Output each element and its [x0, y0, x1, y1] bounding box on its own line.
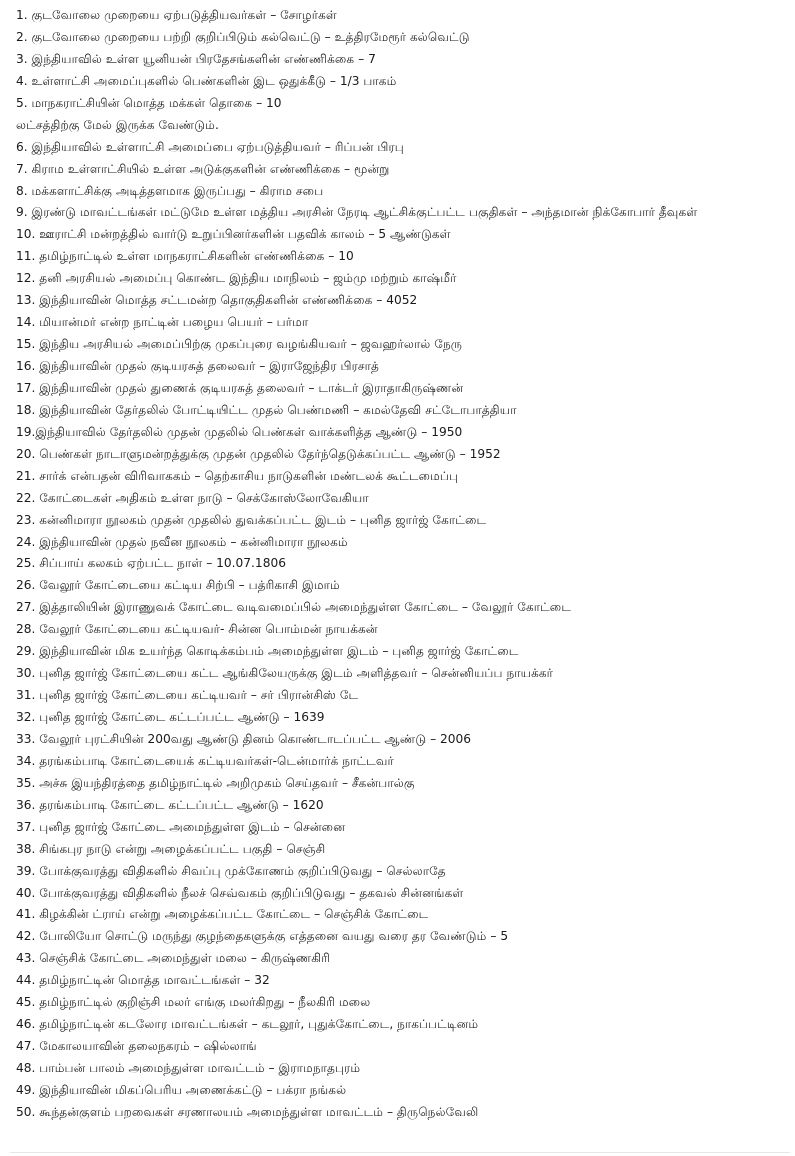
document-body [10, 5, 790, 1153]
list-item: 15. இந்திய அரசியல் அமைப்பிற்கு முகப்புரை வழங்கியவர் – ஜவஹர்லால் நேரு [16, 337, 463, 352]
list-item: 16. இந்தியாவின் முதல் குடியரசுத் தலைவர் – இராஜேந்திர பிரசாத் [16, 359, 379, 373]
list-item: 45. தமிழ்நாட்டில் குறிஞ்சி மலர் எங்கு மலர்கிறது – நீலகிரி மலை [16, 995, 371, 1010]
list-item: 47. மேகாலயாவின் தலைநகரம் – ஷில்லாங் [16, 1039, 257, 1054]
list-item: 50. கூந்தன்குளம் பறவைகள் சரணாலயம் அமைந்துள்ள மாவட்டம் – திருநெல்வேலி [16, 1104, 479, 1119]
list-item: 8. மக்களாட்சிக்கு அடித்தளமாக இருப்பது – கிராம சபை [16, 183, 324, 198]
list-item: 39. போக்குவரத்து விதிகளில் சிவப்பு முக்கோணம் குறிப்பிடுவது – செல்லாதே [16, 863, 446, 878]
list-item: 1. குடவோலை முறையை ஏற்படுத்தியவர்கள் – சோழர்கள் [16, 8, 337, 22]
list-item: 34. தரங்கம்பாடி கோட்டையைக் கட்டியவர்கள்-டென்மார்க் நாட்டவர் [16, 753, 394, 768]
list-item: 14. மியான்மர் என்ற நாட்டின் பழைய பெயர் – பர்மா [16, 315, 309, 330]
list-item: 7. கிராம உள்ளாட்சியில் உள்ள அடுக்குகளின் எண்ணிக்கை – மூன்று [16, 161, 390, 176]
list-item: 36. தரங்கம்பாடி கோட்டை கட்டப்பட்ட ஆண்டு – 1620 [16, 797, 324, 812]
list-item: 2. குடவோலை முறையை பற்றி குறிப்பிடும் கல்வெட்டு – உத்திரமேரூர் கல்வெட்டு [16, 29, 470, 44]
list-item: 38. சிங்கபுர நாடு என்று அழைக்கப்பட்ட பகுதி – செஞ்சி [16, 841, 326, 856]
list-item: 21. சார்க் என்பதன் விரிவாககம் – தெற்காசிய நாடுகளின் மண்டலக் கூட்டமைப்பு [16, 468, 459, 483]
list-item: 27. இத்தாலியின் இராணுவக் கோட்டை வடிவமைப்பில் அமைந்துள்ள கோட்டை – வேலூர் கோட்டை [16, 600, 572, 615]
list-item: 40. போக்குவரத்து விதிகளில் நீலச் செவ்வகம் குறிப்பிடுவது – தகவல் சின்னங்கள் [16, 885, 464, 900]
list-item: 12. தனி அரசியல் அமைப்பு கொண்ட இந்திய மாநிலம் – ஜம்மு மற்றும் காஷ்மீர் [16, 271, 457, 286]
list-item: 33. வேலூர் புரட்சியின் 200வது ஆண்டு தினம் கொண்டாடப்பட்ட ஆண்டு – 2006 [16, 731, 472, 746]
list-item: 44. தமிழ்நாட்டின் மொத்த மாவட்டங்கள் – 32 [16, 973, 270, 988]
list-item: 23. கன்னிமாரா நூலகம் முதன் முதலில் துவக்கப்பட்ட இடம் – புனித ஜார்ஜ் கோட்டை [16, 512, 487, 527]
list-item: 19.இந்தியாவில் தேர்தலில் முதன் முதலில் பெண்கள் வாக்களித்த ஆண்டு – 1950 [16, 424, 463, 439]
list-item: 48. பாம்பன் பாலம் அமைந்துள்ள மாவட்டம் – இராமநாதபுரம் [16, 1061, 361, 1075]
list-item: 28. வேலூர் கோட்டையை கட்டியவர்- சின்ன பொம்மன் நாயக்கன் [16, 622, 378, 637]
list-item: 5. மாநகராட்சியின் மொத்த மக்கள் தொகை – 10 [16, 95, 282, 110]
list-item-continuation: லட்சத்திற்கு மேல் இருக்க வேண்டும். [16, 117, 219, 132]
list-item: 11. தமிழ்நாட்டில் உள்ள மாநகராட்சிகளின் எண்ணிக்கை – 10 [16, 249, 354, 264]
list-item: 6. இந்தியாவில் உள்ளாட்சி அமைப்பை ஏற்படுத்தியவர் – ரிப்பன் பிரபு [16, 139, 404, 154]
list-item: 49. இந்தியாவின் மிகப்பெரிய அணைக்கட்டு – பக்ரா நங்கல் [16, 1082, 347, 1097]
list-item: 24. இந்தியாவின் முதல் நவீன நூலகம் – கன்னிமாரா நூலகம் [16, 534, 348, 549]
list-item: 10. ஊராட்சி மன்றத்தில் வார்டு உறுப்பினர்களின் பதவிக் காலம் – 5 ஆண்டுகள் [16, 227, 451, 242]
list-item: 32. புனித ஜார்ஜ் கோட்டை கட்டப்பட்ட ஆண்டு – 1639 [16, 710, 325, 724]
list-item: 18. இந்தியாவின் தேர்தலில் போட்டியிட்ட முதல் பெண்மணி – கமல்தேவி சட்டோபாத்தியா [16, 402, 517, 417]
list-item: 30. புனித ஜார்ஜ் கோட்டையை கட்ட ஆங்கிலேயருக்கு இடம் அளித்தவர் – சென்னியப்ப நாயக்கர் [16, 666, 554, 681]
list-item: 17. இந்தியாவின் முதல் துணைக் குடியரசுத் தலைவர் – டாக்டர் இராதாகிருஷ்ணன் [16, 380, 464, 395]
list-item: 37. புனித ஜார்ஜ் கோட்டை அமைந்துள்ள இடம் – சென்னை [16, 819, 346, 834]
list-item: 9. இரண்டு மாவட்டங்கள் மட்டுமே உள்ள மத்திய அரசின் நேரடி ஆட்சிக்குட்பட்ட பகுதிகள் – அந்தமான் நிக்கோபார் தீவுகள் [16, 205, 698, 220]
list-item: 22. கோட்டைகள் அதிகம் உள்ள நாடு – செக்கோஸ்லோவேகியா [16, 490, 369, 505]
list-item: 29. இந்தியாவின் மிக உயர்ந்த கொடிக்கம்பம் அமைந்துள்ள இடம் – புனித ஜார்ஜ் கோட்டை [16, 644, 519, 659]
list-item: 26. வேலூர் கோட்டையை கட்டிய சிற்பி – பத்ரிகாசி இமாம் [16, 578, 340, 593]
list-item: 46. தமிழ்நாட்டின் கடலோர மாவட்டங்கள் – கடலூர், புதுக்கோட்டை, நாகப்பட்டினம் [16, 1017, 479, 1032]
list-item: 25. சிப்பாய் கலகம் ஏற்பட்ட நாள் – 10.07.1806 [16, 556, 286, 571]
list-item: 20. பெண்கள் நாடாளுமன்றத்துக்கு முதன் முதலில் தேர்ந்தெடுக்கப்பட்ட ஆண்டு – 1952 [16, 446, 501, 461]
list-item: 35. அச்சு இயந்திரத்தை தமிழ்நாட்டில் அறிமுகம் செய்தவர் – சீகன்பால்கு [16, 775, 415, 790]
list-item: 41. கிழக்கின் ட்ராய் என்று அழைக்கப்பட்ட கோட்டை – செஞ்சிக் கோட்டை [16, 907, 429, 922]
list-item: 4. உள்ளாட்சி அமைப்புகளில் பெண்களின் இட ஒதுக்கீடு – 1/3 பாகம் [16, 73, 397, 88]
list-item: 13. இந்தியாவின் மொத்த சட்டமன்ற தொகுதிகளின் எண்ணிக்கை – 4052 [16, 293, 418, 308]
list-item: 43. செஞ்சிக் கோட்டை அமைந்துள் மலை – கிருஷ்ணகிரி [16, 951, 331, 966]
list-item: 31. புனித ஜார்ஜ் கோட்டையை கட்டியவர் – சர் பிரான்சிஸ் டே [16, 688, 359, 703]
list-item: 42. போலியோ சொட்டு மருந்து குழந்தைகளுக்கு எத்தனை வயது வரை தர வேண்டும் – 5 [16, 929, 509, 944]
list-item: 3. இந்தியாவில் உள்ள யூனியன் பிரதேசங்களின் எண்ணிக்கை – 7 [16, 51, 376, 66]
